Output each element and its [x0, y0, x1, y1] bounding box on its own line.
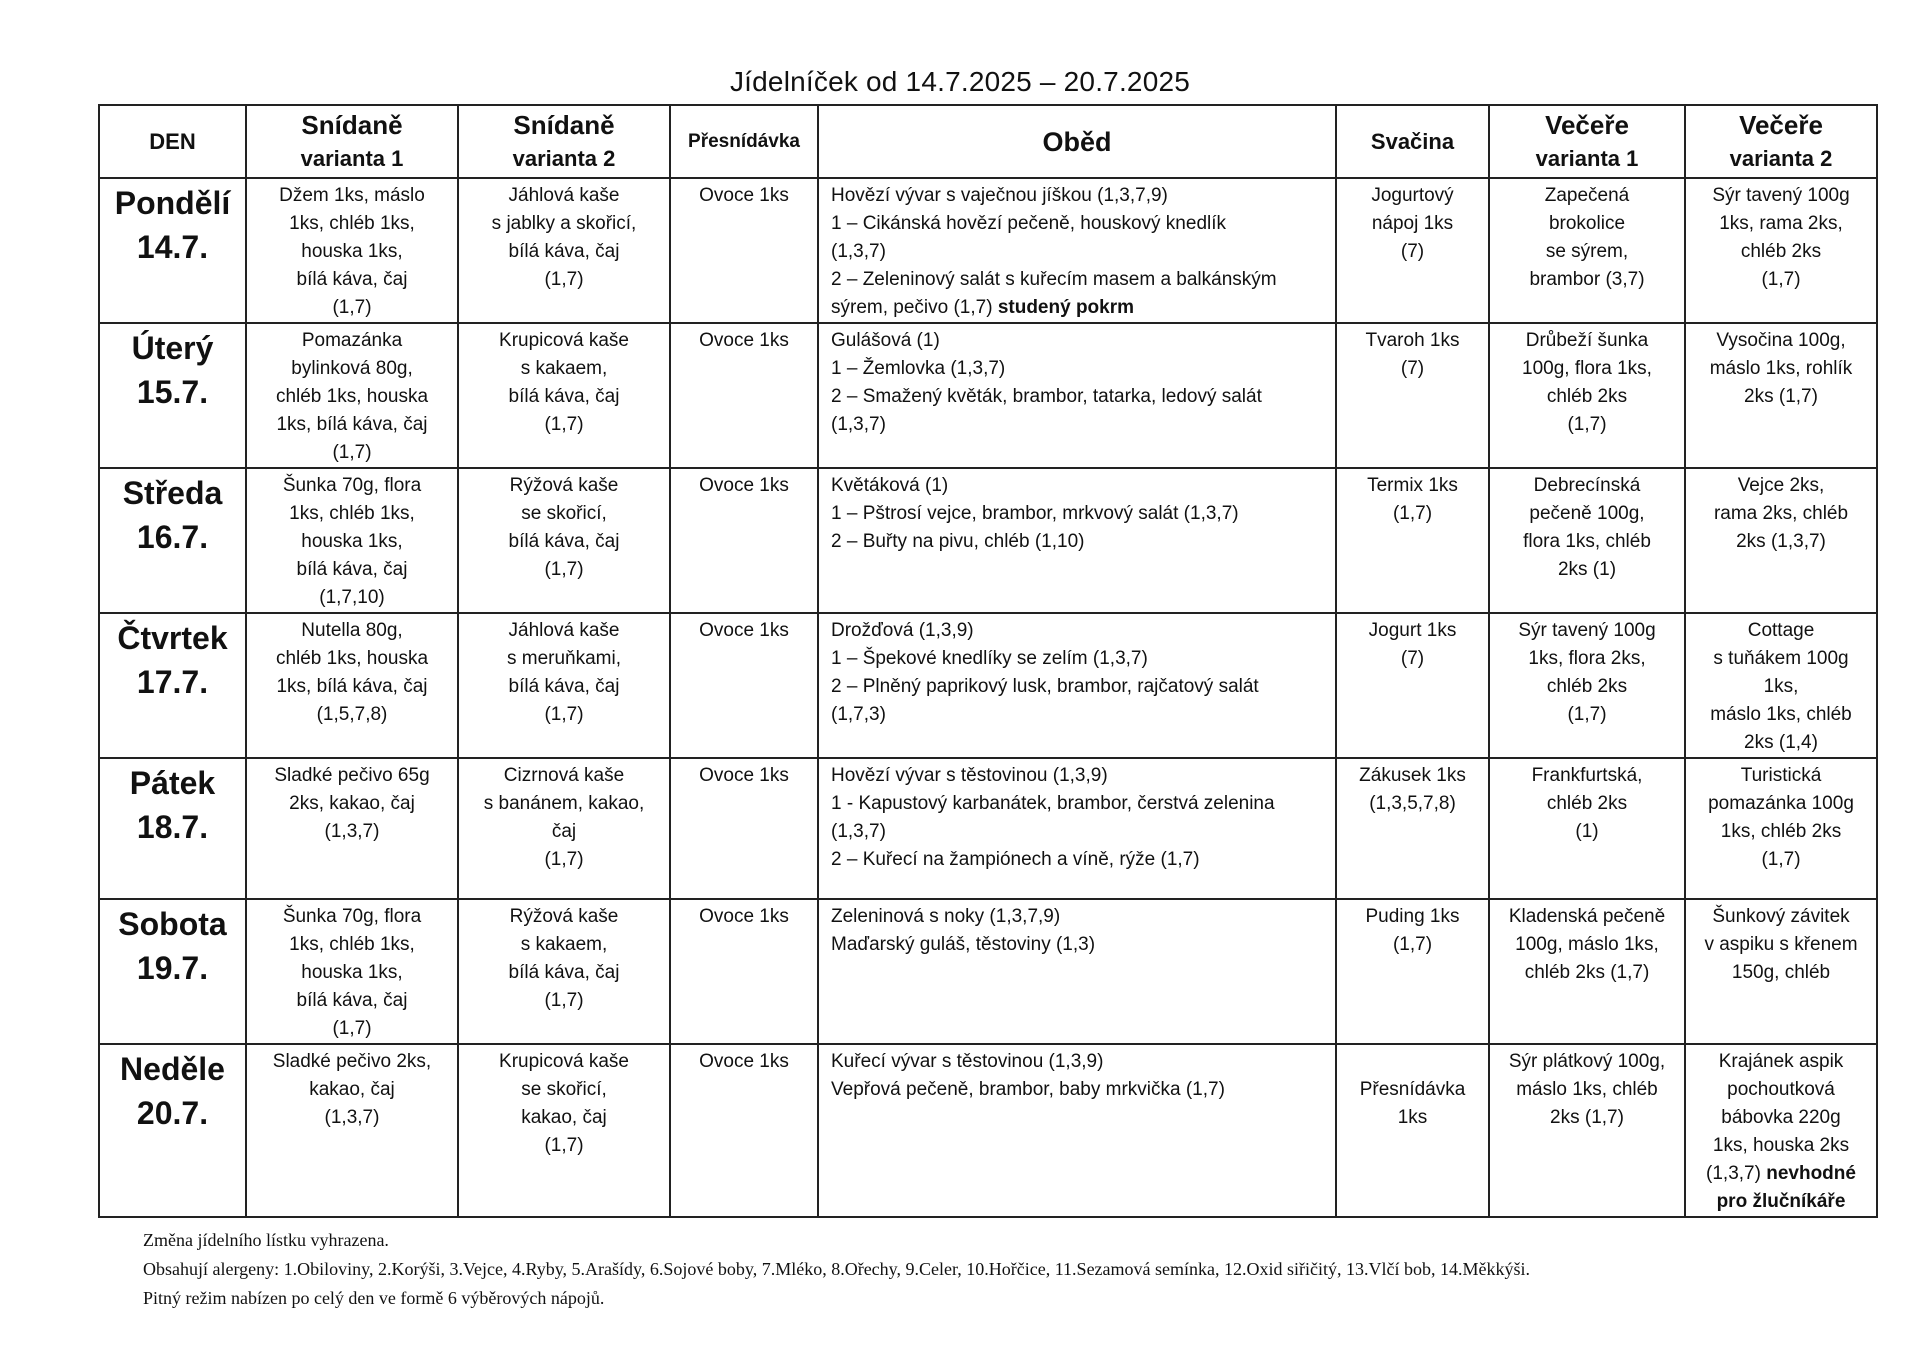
- weekly-menu-table: [98, 104, 1878, 1218]
- snidane-2-cell: [458, 613, 670, 758]
- day-date: 20.7.: [136, 1095, 209, 1131]
- day-date: 16.7.: [136, 519, 209, 555]
- day-row: [99, 758, 1877, 899]
- svacina-text: Jogurt 1ks (7): [1368, 620, 1457, 669]
- snidane-1-text: Pomazánka bylinková 80g, chléb 1ks, houska 1ks, bílá káva, čaj (1,7): [275, 330, 429, 463]
- vecere-1-text: Drůbeží šunka 100g, flora 1ks, chléb 2ks (1,7): [1522, 330, 1652, 435]
- svacina-cell: [1336, 613, 1489, 758]
- snidane-1-cell: [246, 899, 458, 1044]
- vecere-1-cell: [1489, 899, 1685, 1044]
- vecere-2-text: Cottage s tuňákem 100g 1ks, máslo 1ks, chléb 2ks (1,4): [1710, 620, 1852, 753]
- vecere-1-text: Sýr plátkový 100g, máslo 1ks, chléb 2ks (1,7): [1508, 1051, 1666, 1128]
- svacina-text: Zákusek 1ks (1,3,5,7,8): [1359, 765, 1466, 814]
- vecere-1-cell: [1489, 613, 1685, 758]
- header-snidane-1: Snídaně varianta 1: [246, 105, 458, 178]
- svacina-cell: [1336, 178, 1489, 323]
- vecere-2-text: Sýr tavený 100g 1ks, rama 2ks, chléb 2ks (1,7): [1712, 185, 1850, 290]
- obed-cell: [818, 1044, 1336, 1217]
- obed-cell: [818, 899, 1336, 1044]
- svacina-cell: [1336, 323, 1489, 468]
- svacina-text: Tvaroh 1ks (7): [1365, 330, 1460, 379]
- svacina-text: Přesnídávka 1ks: [1359, 1079, 1466, 1128]
- vecere-1-cell: [1489, 178, 1685, 323]
- snidane-1-text: Džem 1ks, máslo 1ks, chléb 1ks, houska 1ks, bílá káva, čaj (1,7): [279, 185, 425, 318]
- obed-text: Gulášová (1) 1 – Žemlovka (1,3,7) 2 – Smažený květák, brambor, tatarka, ledový salát (1,3,7): [831, 330, 1262, 435]
- snidane-1-text: Šunka 70g, flora 1ks, chléb 1ks, houska 1ks, bílá káva, čaj (1,7,10): [282, 475, 422, 608]
- svacina-text: Jogurtový nápoj 1ks (7): [1371, 185, 1454, 262]
- snidane-1-cell: [246, 758, 458, 899]
- snidane-1-cell: [246, 1044, 458, 1217]
- obed-cell: [818, 758, 1336, 899]
- vecere-2-text: Turistická pomazánka 100g 1ks, chléb 2ks (1,7): [1708, 765, 1854, 870]
- presnidavka-text: Ovoce 1ks: [699, 765, 789, 786]
- day-name: Neděle: [120, 1051, 225, 1087]
- presnidavka-cell: [670, 178, 818, 323]
- day-date: 19.7.: [136, 950, 209, 986]
- vecere-2-text: Krajánek aspik pochoutková bábovka 220g 1ks, houska 2ks (1,3,7): [1706, 1051, 1850, 1184]
- snidane-1-text: Nutella 80g, chléb 1ks, houska 1ks, bílá káva, čaj (1,5,7,8): [275, 620, 429, 725]
- vecere-1-text: Kladenská pečeně 100g, máslo 1ks, chléb 2ks (1,7): [1508, 906, 1666, 983]
- presnidavka-text: Ovoce 1ks: [699, 475, 789, 496]
- svacina-cell: [1336, 1044, 1489, 1217]
- day-date: 15.7.: [136, 374, 209, 410]
- snidane-2-text: Rýžová kaše s kakaem, bílá káva, čaj (1,7): [508, 906, 620, 1011]
- vecere-2-text: Šunkový závitek v aspiku s křenem 150g, chléb: [1704, 906, 1858, 983]
- header-presnidavka: Přesnídávka: [670, 105, 818, 178]
- day-cell: [99, 758, 246, 899]
- snidane-2-cell: [458, 899, 670, 1044]
- presnidavka-cell: [670, 1044, 818, 1217]
- day-cell: [99, 899, 246, 1044]
- obed-text: Květáková (1) 1 – Pštrosí vejce, brambor, mrkvový salát (1,3,7) 2 – Buřty na pivu, chléb (1,10): [831, 475, 1239, 552]
- snidane-1-cell: [246, 323, 458, 468]
- snidane-1-text: Sladké pečivo 2ks, kakao, čaj (1,3,7): [272, 1051, 432, 1128]
- day-row: [99, 899, 1877, 1044]
- snidane-2-text: Krupicová kaše se skořicí, kakao, čaj (1,7): [499, 1051, 629, 1156]
- obed-cell: [818, 468, 1336, 613]
- vecere-1-text: Frankfurtská, chléb 2ks (1): [1531, 765, 1643, 842]
- day-name: Středa: [122, 475, 223, 511]
- snidane-2-text: Krupicová kaše s kakaem, bílá káva, čaj (1,7): [499, 330, 629, 435]
- menu-title: Jídelníček od 14.7.2025 – 20.7.2025: [729, 66, 1191, 97]
- day-name: Úterý: [131, 330, 214, 366]
- day-name: Sobota: [118, 906, 227, 942]
- footer-note: Změna jídelního lístku vyhrazena.: [143, 1230, 389, 1250]
- header-den: DEN: [99, 105, 246, 178]
- header-svacina: Svačina: [1336, 105, 1489, 178]
- vecere-2-cell: [1685, 178, 1877, 323]
- svacina-cell: [1336, 899, 1489, 1044]
- snidane-2-text: Jáhlová kaše s meruňkami, bílá káva, čaj (1,7): [506, 620, 622, 725]
- day-name: Pátek: [129, 765, 216, 801]
- snidane-1-cell: [246, 613, 458, 758]
- header-vecere-1: Večeře varianta 1: [1489, 105, 1685, 178]
- day-cell: [99, 323, 246, 468]
- vecere-1-cell: [1489, 323, 1685, 468]
- obed-note: studený pokrm: [997, 297, 1135, 318]
- day-date: 14.7.: [136, 229, 209, 265]
- vecere-2-text: Vysočina 100g, máslo 1ks, rohlík 2ks (1,7): [1709, 330, 1853, 407]
- day-row: [99, 468, 1877, 613]
- obed-text: Hovězí vývar s těstovinou (1,3,9) 1 - Kapustový karbanátek, brambor, čerstvá zelenina (1,3,7) 2 – Kuřecí na žampiónech a víně, rýže (1,7): [831, 765, 1275, 870]
- header-row: [99, 105, 1877, 178]
- snidane-2-text: Jáhlová kaše s jablky a skořicí, bílá káva, čaj (1,7): [491, 185, 637, 290]
- snidane-2-cell: [458, 1044, 670, 1217]
- svacina-cell: [1336, 758, 1489, 899]
- day-row: [99, 178, 1877, 323]
- presnidavka-text: Ovoce 1ks: [699, 330, 789, 351]
- snidane-2-cell: [458, 323, 670, 468]
- vecere-1-text: Zapečená brokolice se sýrem, brambor (3,7): [1529, 185, 1645, 290]
- svacina-text: Puding 1ks (1,7): [1365, 906, 1460, 955]
- vecere-2-cell: [1685, 1044, 1877, 1217]
- vecere-2-cell: [1685, 899, 1877, 1044]
- obed-text: Kuřecí vývar s těstovinou (1,3,9) Vepřová pečeně, brambor, baby mrkvička (1,7): [831, 1051, 1225, 1100]
- presnidavka-text: Ovoce 1ks: [699, 620, 789, 641]
- vecere-1-text: Debrecínská pečeně 100g, flora 1ks, chléb 2ks (1): [1523, 475, 1651, 580]
- vecere-2-text: Vejce 2ks, rama 2ks, chléb 2ks (1,3,7): [1713, 475, 1849, 552]
- vecere-1-cell: [1489, 1044, 1685, 1217]
- obed-cell: [818, 613, 1336, 758]
- day-cell: [99, 613, 246, 758]
- svacina-cell: [1336, 468, 1489, 613]
- obed-text: Zeleninová s noky (1,3,7,9) Maďarský guláš, těstoviny (1,3): [831, 906, 1096, 955]
- footer-allergens: Obsahují alergeny: 1.Obiloviny, 2.Korýši, 3.Vejce, 4.Ryby, 5.Arašídy, 6.Sojové boby, 7.Mléko, 8.Ořechy, 9.Celer, 10.Hořčice, 11.Sezamová semínka, 12.Oxid siřičitý, 13.Vlčí bob, 14.Měkkýši.: [143, 1259, 1530, 1279]
- day-cell: [99, 178, 246, 323]
- snidane-2-cell: [458, 468, 670, 613]
- snidane-2-cell: [458, 758, 670, 899]
- day-row: [99, 323, 1877, 468]
- presnidavka-cell: [670, 758, 818, 899]
- obed-text: Drožďová (1,3,9) 1 – Špekové knedlíky se zelím (1,3,7) 2 – Plněný paprikový lusk, brambor, rajčatový salát (1,7,3): [831, 620, 1259, 725]
- day-row: [99, 613, 1877, 758]
- presnidavka-text: Ovoce 1ks: [699, 906, 789, 927]
- obed-cell: [818, 178, 1336, 323]
- presnidavka-cell: [670, 613, 818, 758]
- day-cell: [99, 468, 246, 613]
- snidane-1-cell: [246, 468, 458, 613]
- vecere-2-note: nevhodné pro žlučníkáře: [1716, 1163, 1856, 1212]
- presnidavka-text: Ovoce 1ks: [699, 1051, 789, 1072]
- snidane-2-text: Rýžová kaše se skořicí, bílá káva, čaj (1,7): [508, 475, 620, 580]
- day-row: [99, 1044, 1877, 1217]
- obed-cell: [818, 323, 1336, 468]
- header-snidane-2: Snídaně varianta 2: [458, 105, 670, 178]
- header-vecere-2: Večeře varianta 2: [1685, 105, 1877, 178]
- obed-text: Hovězí vývar s vaječnou jíškou (1,3,7,9) 1 – Cikánská hovězí pečeně, houskový knedlík (1,3,7) 2 – Zeleninový salát s kuřecím masem a balkánským sýrem, pečivo (1,7): [831, 185, 1277, 318]
- presnidavka-cell: [670, 323, 818, 468]
- snidane-1-text: Sladké pečivo 65g 2ks, kakao, čaj (1,3,7): [274, 765, 430, 842]
- vecere-2-cell: [1685, 613, 1877, 758]
- snidane-2-cell: [458, 178, 670, 323]
- svacina-text: Termix 1ks (1,7): [1367, 475, 1458, 524]
- snidane-1-cell: [246, 178, 458, 323]
- footer-drinks: Pitný režim nabízen po celý den ve formě 6 výběrových nápojů.: [143, 1288, 605, 1308]
- presnidavka-text: Ovoce 1ks: [699, 185, 789, 206]
- presnidavka-cell: [670, 899, 818, 1044]
- vecere-1-text: Sýr tavený 100g 1ks, flora 2ks, chléb 2ks (1,7): [1518, 620, 1656, 725]
- day-name: Pondělí: [114, 185, 231, 221]
- menu-footer: [143, 1226, 1530, 1313]
- day-cell: [99, 1044, 246, 1217]
- vecere-1-cell: [1489, 758, 1685, 899]
- snidane-1-text: Šunka 70g, flora 1ks, chléb 1ks, houska 1ks, bílá káva, čaj (1,7): [282, 906, 422, 1039]
- header-obed: Oběd: [818, 105, 1336, 178]
- vecere-1-cell: [1489, 468, 1685, 613]
- vecere-2-cell: [1685, 758, 1877, 899]
- presnidavka-cell: [670, 468, 818, 613]
- vecere-2-cell: [1685, 323, 1877, 468]
- day-date: 17.7.: [136, 664, 209, 700]
- snidane-2-text: Cizrnová kaše s banánem, kakao, čaj (1,7): [483, 765, 645, 870]
- vecere-2-cell: [1685, 468, 1877, 613]
- day-date: 18.7.: [136, 809, 209, 845]
- day-name: Čtvrtek: [117, 620, 228, 656]
